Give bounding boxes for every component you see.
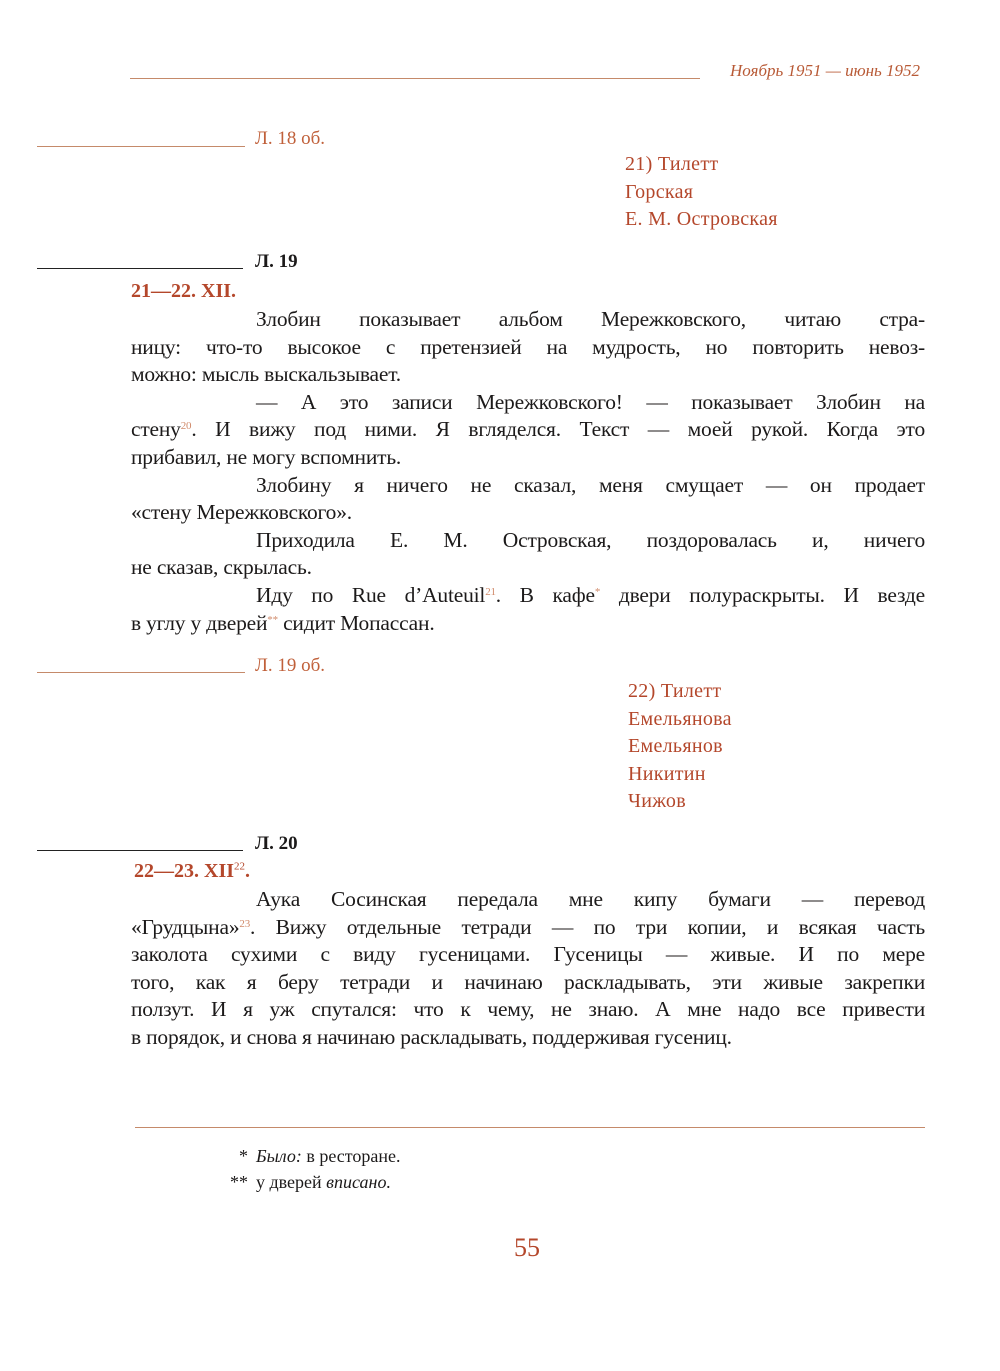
footnote-mark: **: [230, 1172, 248, 1192]
sheet-marker: Л. 19 об.: [255, 655, 326, 676]
list-item: Никитин: [628, 762, 706, 785]
sheet-rule: [37, 850, 243, 851]
footnote-ref: 23: [239, 917, 250, 930]
text-segment: двери полураскрыты. И везде: [600, 582, 925, 607]
list-item: Чижов: [628, 790, 686, 813]
entry-text: [131, 306, 925, 637]
name-list: [628, 678, 732, 816]
text-segment: ницу: что-то высокое с претензией на мудрость, но повторить невоз-: [131, 334, 925, 359]
footnote-text: в ресторане.: [301, 1146, 401, 1166]
list-item: 21) Тилетт: [625, 153, 719, 175]
list-item: Горская: [625, 180, 694, 203]
entry-date: 22—23. XII$^{22}$.: [134, 860, 251, 882]
text-segment: того, как я беру тетради и начинаю раскладывать, эти живые закрепки: [131, 969, 925, 994]
text-line: [131, 610, 925, 638]
text-segment: сидит Мопассан.: [277, 610, 435, 635]
page-number: 55: [514, 1233, 540, 1262]
list-item: Е. М. Островская: [625, 208, 778, 231]
sheet-rule: [37, 268, 243, 269]
text-segment: Злобин показывает альбом Мережковского, читаю стра-: [256, 307, 925, 331]
text-line: [131, 554, 925, 582]
sheet-marker: Л. 20: [255, 833, 298, 854]
footnote-ref: *: [594, 585, 601, 598]
text-segment: Аука Сосинская передала мне кипу бумаги — перевод: [256, 887, 925, 911]
text-segment: ползут. И я уж спутался: что к чему, не знаю. А мне надо все привести: [131, 997, 925, 1022]
entry-date-text: 22—23. XII: [134, 860, 235, 882]
text-segment: Приходила Е. М. Островская, поздоровалась и, ничего: [256, 527, 925, 552]
sheet-marker: Л. 19: [255, 251, 298, 272]
text-line: [131, 416, 925, 444]
text-line: [131, 941, 925, 969]
text-segment: «стену Мережковского».: [131, 500, 352, 525]
sheet-marker: Л. 18 об.: [255, 128, 326, 149]
footnote: [222, 1143, 401, 1169]
footnote: [222, 1169, 401, 1195]
text-line: [131, 334, 925, 362]
text-line: [131, 361, 925, 389]
running-title: Ноябрь 1951 — июнь 1952: [729, 61, 920, 80]
text-segment: . И вижу под ними. Я вгляделся. Текст — моей рукой. Когда это: [191, 417, 925, 442]
text-line: [131, 389, 925, 417]
list-item: 22) Тилетт: [628, 680, 722, 702]
text-segment: не сказав, скрылась.: [131, 555, 312, 580]
text-line: [131, 472, 925, 500]
text-segment: . Вижу отдельные тетради — по три копии, и всякая часть: [250, 914, 925, 939]
text-line: [131, 444, 925, 472]
entry-date: 21—22. XII.: [131, 280, 237, 302]
name-list: [625, 151, 778, 234]
text-segment: в порядок, и снова я начинаю раскладывать, поддерживая гусениц.: [131, 1024, 732, 1049]
list-item: Емельянова: [628, 707, 732, 730]
header-rule: [130, 78, 700, 79]
footnote-italic: Было:: [256, 1146, 302, 1166]
text-segment: Злобину я ничего не сказал, меня смущает — он продает: [256, 472, 925, 497]
footnote-text: у дверей: [256, 1172, 327, 1192]
text-line: [131, 306, 925, 334]
sheet-rule: [37, 146, 245, 147]
footnote-ref: 21: [485, 585, 496, 598]
sheet-rule: [37, 672, 245, 673]
text-line: [131, 914, 925, 942]
footnote-mark: *: [239, 1146, 248, 1166]
text-segment: . В кафе: [495, 582, 595, 607]
text-line: [131, 499, 925, 527]
text-line: [131, 886, 925, 914]
text-line: [131, 527, 925, 555]
text-segment: «Грудцына»: [131, 914, 240, 939]
text-line: [131, 1024, 925, 1052]
text-segment: можно: мысль выскальзывает.: [131, 362, 401, 387]
footnote-ref: 20: [180, 420, 192, 433]
footnote-rule: [135, 1127, 925, 1128]
text-segment: заколота сухими с виду гусеницами. Гусеницы — живые. И по мере: [131, 942, 925, 967]
footnote-ref: 22: [234, 860, 246, 873]
text-line: [131, 582, 925, 610]
text-segment: стену: [131, 417, 181, 442]
footnote-ref: **: [267, 613, 278, 626]
text-line: [131, 969, 925, 997]
footnotes: [222, 1143, 401, 1195]
text-line: [131, 996, 925, 1024]
entry-text: [131, 886, 925, 1052]
footnote-italic: вписано.: [326, 1172, 391, 1192]
text-segment: прибавил, не могу вспомнить.: [131, 444, 402, 469]
text-segment: Иду по Rue d’Auteuil: [256, 582, 486, 607]
text-segment: в углу у дверей: [131, 610, 268, 635]
list-item: Емельянов: [628, 735, 723, 758]
text-segment: — А это записи Мережковского! — показывает Злобин на: [256, 389, 925, 414]
